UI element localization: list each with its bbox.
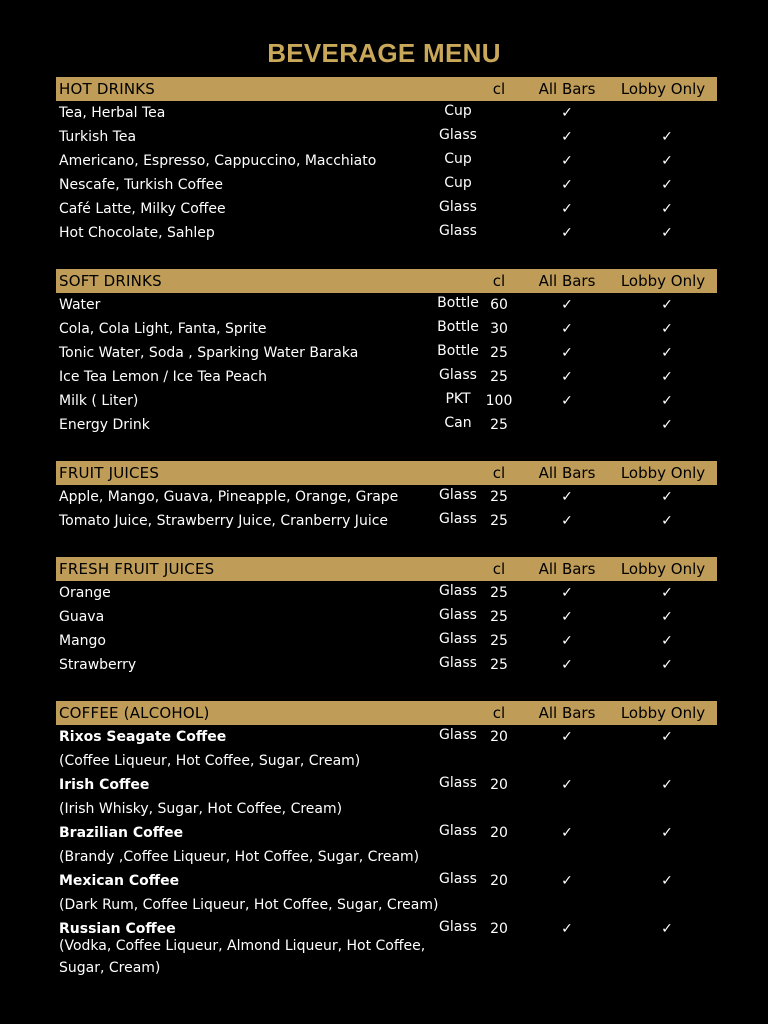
lobby-only-check-icon-text: ✓ <box>661 633 673 649</box>
lobby-only-check-icon-text: ✓ <box>661 921 673 937</box>
all-bars-check-icon-text: ✓ <box>561 873 573 889</box>
item-name: Nescafe, Turkish Coffee <box>59 177 223 193</box>
item-cl-text: 20 <box>490 777 508 793</box>
lobby-only-check-icon-text: ✓ <box>661 417 673 433</box>
all-bars-check-icon-text: ✓ <box>561 921 573 937</box>
item-name: Mango <box>59 633 106 649</box>
item-name: Tonic Water, Soda , Sparking Water Baraka <box>59 345 359 361</box>
menu-section <box>56 557 717 677</box>
item-name: Russian Coffee <box>59 921 176 937</box>
item-name: Guava <box>59 609 105 625</box>
lobby-only-check-icon-text: ✓ <box>661 585 673 601</box>
menu-item-row <box>56 293 717 317</box>
item-name: Ice Tea Lemon / Ice Tea Peach <box>59 369 267 385</box>
item-description: (Dark Rum, Coffee Liqueur, Hot Coffee, Sugar, Cream) <box>59 897 439 913</box>
item-cl-text: 100 <box>485 393 513 409</box>
item-name: Café Latte, Milky Coffee <box>59 201 226 217</box>
section-title: HOT DRINKS <box>59 80 155 98</box>
menu-title: BEVERAGE MENU <box>267 38 501 68</box>
item-description: (Brandy ,Coffee Liqueur, Hot Coffee, Sugar, Cream) <box>59 849 420 865</box>
menu-section <box>56 461 717 533</box>
item-name: Energy Drink <box>59 417 150 433</box>
item-unit-text: Glass <box>439 199 477 215</box>
item-unit-text: Glass <box>439 223 477 239</box>
lobby-only-check-icon-text: ✓ <box>661 609 673 625</box>
column-header-cl-text: cl <box>492 464 506 482</box>
item-unit-text: Glass <box>439 607 477 623</box>
item-unit-text: Glass <box>439 727 477 743</box>
item-unit-text: Glass <box>439 487 477 503</box>
column-header-cl-text: cl <box>492 560 506 578</box>
item-unit-text: Glass <box>439 823 477 839</box>
item-unit-text: Glass <box>439 775 477 791</box>
all-bars-check-icon-text: ✓ <box>561 225 573 241</box>
item-cl-text: 25 <box>490 369 508 385</box>
item-name: Americano, Espresso, Cappuccino, Macchiato <box>59 153 377 169</box>
section-header <box>56 269 717 293</box>
lobby-only-check-icon-text: ✓ <box>661 513 673 529</box>
section-header <box>56 557 717 581</box>
item-description: (Vodka, Coffee Liqueur, Almond Liqueur, Hot Coffee, Sugar, Cream) <box>59 938 426 976</box>
item-name: Tomato Juice, Strawberry Juice, Cranberry Juice <box>59 513 389 529</box>
item-unit-text: Glass <box>439 583 477 599</box>
all-bars-check-icon-text: ✓ <box>561 489 573 505</box>
menu-item-row <box>56 413 717 437</box>
item-name: Tea, Herbal Tea <box>59 105 166 121</box>
item-name: Apple, Mango, Guava, Pineapple, Orange, Grape <box>59 489 399 505</box>
all-bars-check-icon-text: ✓ <box>561 825 573 841</box>
menu-item-row <box>56 725 717 749</box>
item-name: Turkish Tea <box>59 129 137 145</box>
menu-item-row <box>56 341 717 365</box>
item-cl-text: 25 <box>490 585 508 601</box>
item-name: Brazilian Coffee <box>59 825 184 841</box>
menu-item-row <box>56 629 717 653</box>
item-cl-text: 25 <box>490 345 508 361</box>
item-unit-text: Cup <box>444 103 472 119</box>
column-header-all-bars-text: All Bars <box>538 560 596 578</box>
lobby-only-check-icon-text: ✓ <box>661 489 673 505</box>
lobby-only-check-icon-text: ✓ <box>661 153 673 169</box>
lobby-only-check-icon-text: ✓ <box>661 177 673 193</box>
item-cl-text: 25 <box>490 657 508 673</box>
item-cl-text: 25 <box>490 417 508 433</box>
lobby-only-check-icon-text: ✓ <box>661 825 673 841</box>
all-bars-check-icon-text: ✓ <box>561 321 573 337</box>
menu-item-row <box>56 317 717 341</box>
column-header-all-bars-text: All Bars <box>538 80 596 98</box>
item-description: (Irish Whisky, Sugar, Hot Coffee, Cream) <box>59 801 343 817</box>
item-cl-text: 60 <box>490 297 508 313</box>
all-bars-check-icon-text: ✓ <box>561 369 573 385</box>
item-unit-text: Bottle <box>437 343 479 359</box>
menu-item-row <box>56 773 717 797</box>
item-cl-text: 20 <box>490 825 508 841</box>
lobby-only-check-icon-text: ✓ <box>661 321 673 337</box>
column-header-lobby-only-text: Lobby Only <box>620 464 706 482</box>
menu-section <box>56 77 717 245</box>
lobby-only-check-icon-text: ✓ <box>661 393 673 409</box>
menu-item-row <box>56 485 717 509</box>
section-title: SOFT DRINKS <box>59 272 162 290</box>
column-header-lobby-only-text: Lobby Only <box>620 560 706 578</box>
lobby-only-check-icon-text: ✓ <box>661 657 673 673</box>
column-header-cl-text: cl <box>492 272 506 290</box>
all-bars-check-icon-text: ✓ <box>561 729 573 745</box>
section-header <box>56 77 717 101</box>
menu-item-row <box>56 125 717 149</box>
menu-item-row <box>56 821 717 845</box>
item-name: Hot Chocolate, Sahlep <box>59 225 215 241</box>
item-name: Milk ( Liter) <box>59 393 139 409</box>
item-name: Rixos Seagate Coffee <box>59 729 227 745</box>
item-name: Irish Coffee <box>59 777 150 793</box>
menu-item-row <box>56 869 717 893</box>
menu-item-row <box>56 221 717 245</box>
menu-item-row <box>56 389 717 413</box>
all-bars-check-icon-text: ✓ <box>561 585 573 601</box>
item-cl-text: 25 <box>490 633 508 649</box>
lobby-only-check-icon-text: ✓ <box>661 297 673 313</box>
lobby-only-check-icon-text: ✓ <box>661 201 673 217</box>
item-cl-text: 30 <box>490 321 508 337</box>
item-name: Strawberry <box>59 657 137 673</box>
item-unit-text: Glass <box>439 367 477 383</box>
item-unit-text: Cup <box>444 175 472 191</box>
section-title: COFFEE (ALCOHOL) <box>59 704 210 722</box>
item-cl-text: 25 <box>490 489 508 505</box>
column-header-all-bars-text: All Bars <box>538 272 596 290</box>
menu-item-row <box>56 509 717 533</box>
menu-item-row <box>56 197 717 221</box>
column-header-all-bars-text: All Bars <box>538 704 596 722</box>
item-unit-text: Glass <box>439 631 477 647</box>
item-unit-text: Cup <box>444 151 472 167</box>
item-unit-text: Glass <box>439 655 477 671</box>
item-unit-text: Glass <box>439 511 477 527</box>
lobby-only-check-icon-text: ✓ <box>661 129 673 145</box>
all-bars-check-icon-text: ✓ <box>561 657 573 673</box>
menu-item-row <box>56 653 717 677</box>
menu-item-row <box>56 173 717 197</box>
menu-section <box>56 701 717 979</box>
item-description: (Coffee Liqueur, Hot Coffee, Sugar, Cream) <box>59 753 361 769</box>
lobby-only-check-icon-text: ✓ <box>661 345 673 361</box>
menu-item-row <box>56 149 717 173</box>
column-header-cl-text: cl <box>492 704 506 722</box>
all-bars-check-icon-text: ✓ <box>561 153 573 169</box>
item-cl-text: 20 <box>490 729 508 745</box>
item-unit-text: Glass <box>439 871 477 887</box>
item-name: Mexican Coffee <box>59 873 180 889</box>
column-header-cl-text: cl <box>492 80 506 98</box>
item-cl-text: 20 <box>490 921 508 937</box>
all-bars-check-icon-text: ✓ <box>561 777 573 793</box>
item-cl-text: 20 <box>490 873 508 889</box>
menu-item-row <box>56 365 717 389</box>
item-unit-text: Bottle <box>437 319 479 335</box>
menu-item-row <box>56 605 717 629</box>
all-bars-check-icon-text: ✓ <box>561 609 573 625</box>
all-bars-check-icon-text: ✓ <box>561 201 573 217</box>
menu-item-row <box>56 101 717 125</box>
section-title: FRUIT JUICES <box>59 464 160 482</box>
item-unit-text: Can <box>444 415 472 431</box>
all-bars-check-icon-text: ✓ <box>561 129 573 145</box>
section-title: FRESH FRUIT JUICES <box>59 560 215 578</box>
item-unit-text: Bottle <box>437 295 479 311</box>
all-bars-check-icon-text: ✓ <box>561 297 573 313</box>
item-cl-text: 25 <box>490 513 508 529</box>
section-header <box>56 461 717 485</box>
item-unit-text: Glass <box>439 919 477 935</box>
all-bars-check-icon-text: ✓ <box>561 513 573 529</box>
lobby-only-check-icon-text: ✓ <box>661 777 673 793</box>
item-name: Orange <box>59 585 111 601</box>
item-unit-text: PKT <box>445 391 471 407</box>
item-name: Cola, Cola Light, Fanta, Sprite <box>59 321 267 337</box>
column-header-all-bars-text: All Bars <box>538 464 596 482</box>
column-header-lobby-only-text: Lobby Only <box>620 80 706 98</box>
all-bars-check-icon-text: ✓ <box>561 177 573 193</box>
menu-item-row <box>56 581 717 605</box>
item-cl-text: 25 <box>490 609 508 625</box>
item-name: Water <box>59 297 101 313</box>
all-bars-check-icon-text: ✓ <box>561 105 573 121</box>
section-header <box>56 701 717 725</box>
menu-section <box>56 269 717 437</box>
item-unit-text: Glass <box>439 127 477 143</box>
lobby-only-check-icon-text: ✓ <box>661 369 673 385</box>
lobby-only-check-icon-text: ✓ <box>661 225 673 241</box>
all-bars-check-icon-text: ✓ <box>561 633 573 649</box>
all-bars-check-icon-text: ✓ <box>561 393 573 409</box>
column-header-lobby-only-text: Lobby Only <box>620 704 706 722</box>
all-bars-check-icon-text: ✓ <box>561 345 573 361</box>
lobby-only-check-icon-text: ✓ <box>661 729 673 745</box>
column-header-lobby-only-text: Lobby Only <box>620 272 706 290</box>
lobby-only-check-icon-text: ✓ <box>661 873 673 889</box>
